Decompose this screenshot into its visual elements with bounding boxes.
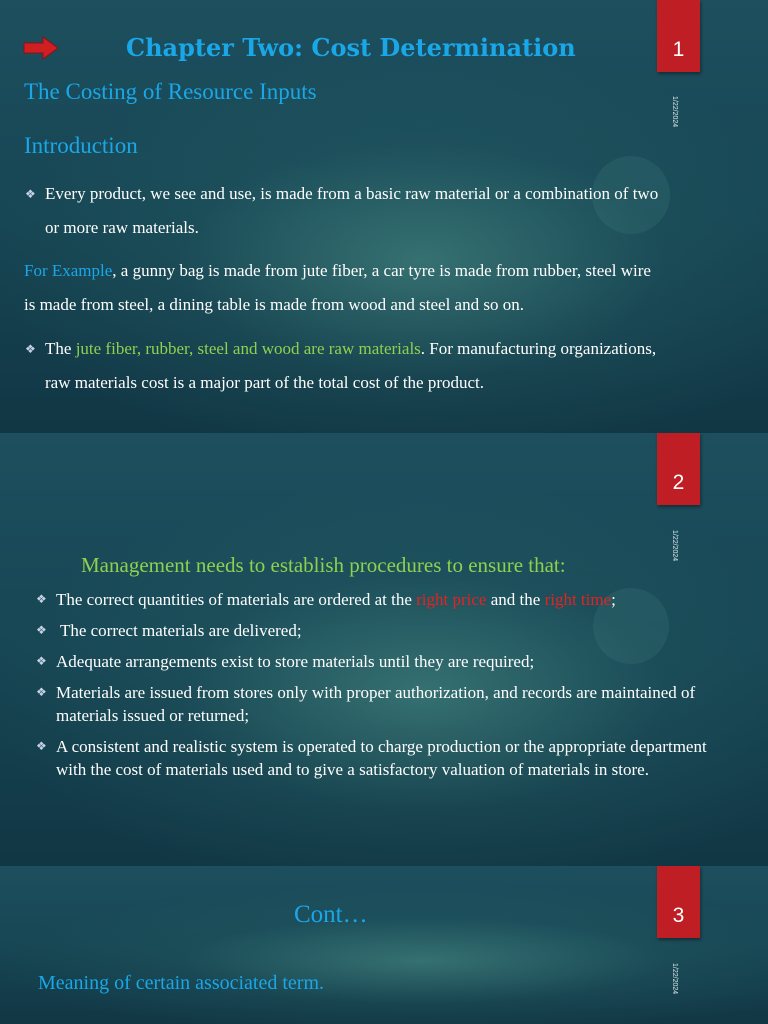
subtitle: The Costing of Resource Inputs [24, 79, 317, 104]
example-label: For Example [24, 261, 113, 280]
section-heading: Management needs to establish procedures to ensure that: [81, 553, 566, 577]
highlight-text: jute fiber, rubber, steel and wood are raw materials [75, 339, 421, 358]
page-number-box [657, 0, 700, 72]
page-number: 3 [672, 904, 685, 927]
text-line: or more raw materials. [45, 218, 199, 237]
list-item [36, 650, 716, 673]
diamond-bullet-icon: ❖ [36, 592, 47, 606]
diamond-bullet-icon: ❖ [25, 187, 36, 201]
diamond-bullet-icon: ❖ [36, 623, 47, 637]
page-number: 1 [672, 38, 685, 61]
text-span: , a gunny bag is made from jute fiber, a car tyre is made from rubber, steel wire [112, 261, 651, 280]
slide-1 [0, 0, 768, 433]
text-span: The correct materials are delivered; [56, 621, 302, 640]
list-item [36, 619, 716, 642]
slide-title: Chapter Two: Cost Determination [126, 33, 576, 62]
slide-date: 1/22/2024 [671, 96, 678, 128]
text-span: Adequate arrangements exist to store materials until they are required; [56, 652, 535, 671]
text-line: raw materials cost is a major part of the total cost of the product. [45, 373, 485, 392]
diamond-bullet-icon: ❖ [25, 342, 36, 356]
subheading: Meaning of certain associated term. [38, 972, 324, 994]
highlight-text: right time [544, 590, 612, 609]
bullet-paragraph [45, 177, 755, 245]
procedure-list [36, 588, 716, 789]
page-number: 2 [672, 471, 685, 494]
text-span: The [45, 339, 76, 358]
slide-date: 1/22/2024 [671, 530, 678, 562]
section-heading: Introduction [24, 133, 138, 158]
text-span: . For manufacturing organizations, [420, 339, 657, 358]
text-span: A consistent and realistic system is operated to charge production or the appropriate department with the cost of materials used and to give a satisfactory valuation of materials in store. [56, 737, 707, 779]
page-number-box [657, 866, 700, 938]
highlight-text: right price [416, 590, 487, 609]
text-span: The correct quantities of materials are ordered at the [56, 590, 417, 609]
page-number-box [657, 433, 700, 505]
diamond-bullet-icon: ❖ [36, 739, 47, 753]
slide-heading: Cont… [294, 901, 368, 928]
example-paragraph [24, 254, 754, 322]
text-span: ; [611, 590, 616, 609]
text-line: is made from steel, a dining table is made from wood and steel and so on. [24, 295, 524, 314]
list-item [36, 735, 716, 781]
slide-date: 1/22/2024 [671, 963, 678, 995]
list-item [36, 588, 716, 611]
text-line: Every product, we see and use, is made from a basic raw material or a combination of two [45, 184, 659, 203]
text-span: Materials are issued from stores only with proper authorization, and records are maintained of materials issued or returned; [56, 683, 696, 725]
slide-3 [0, 866, 768, 1024]
list-item [36, 681, 716, 727]
slide-2 [0, 433, 768, 866]
diamond-bullet-icon: ❖ [36, 685, 47, 699]
bullet-paragraph [45, 332, 755, 400]
diamond-bullet-icon: ❖ [36, 654, 47, 668]
text-span: and the [486, 590, 545, 609]
right-arrow-icon [23, 36, 59, 60]
